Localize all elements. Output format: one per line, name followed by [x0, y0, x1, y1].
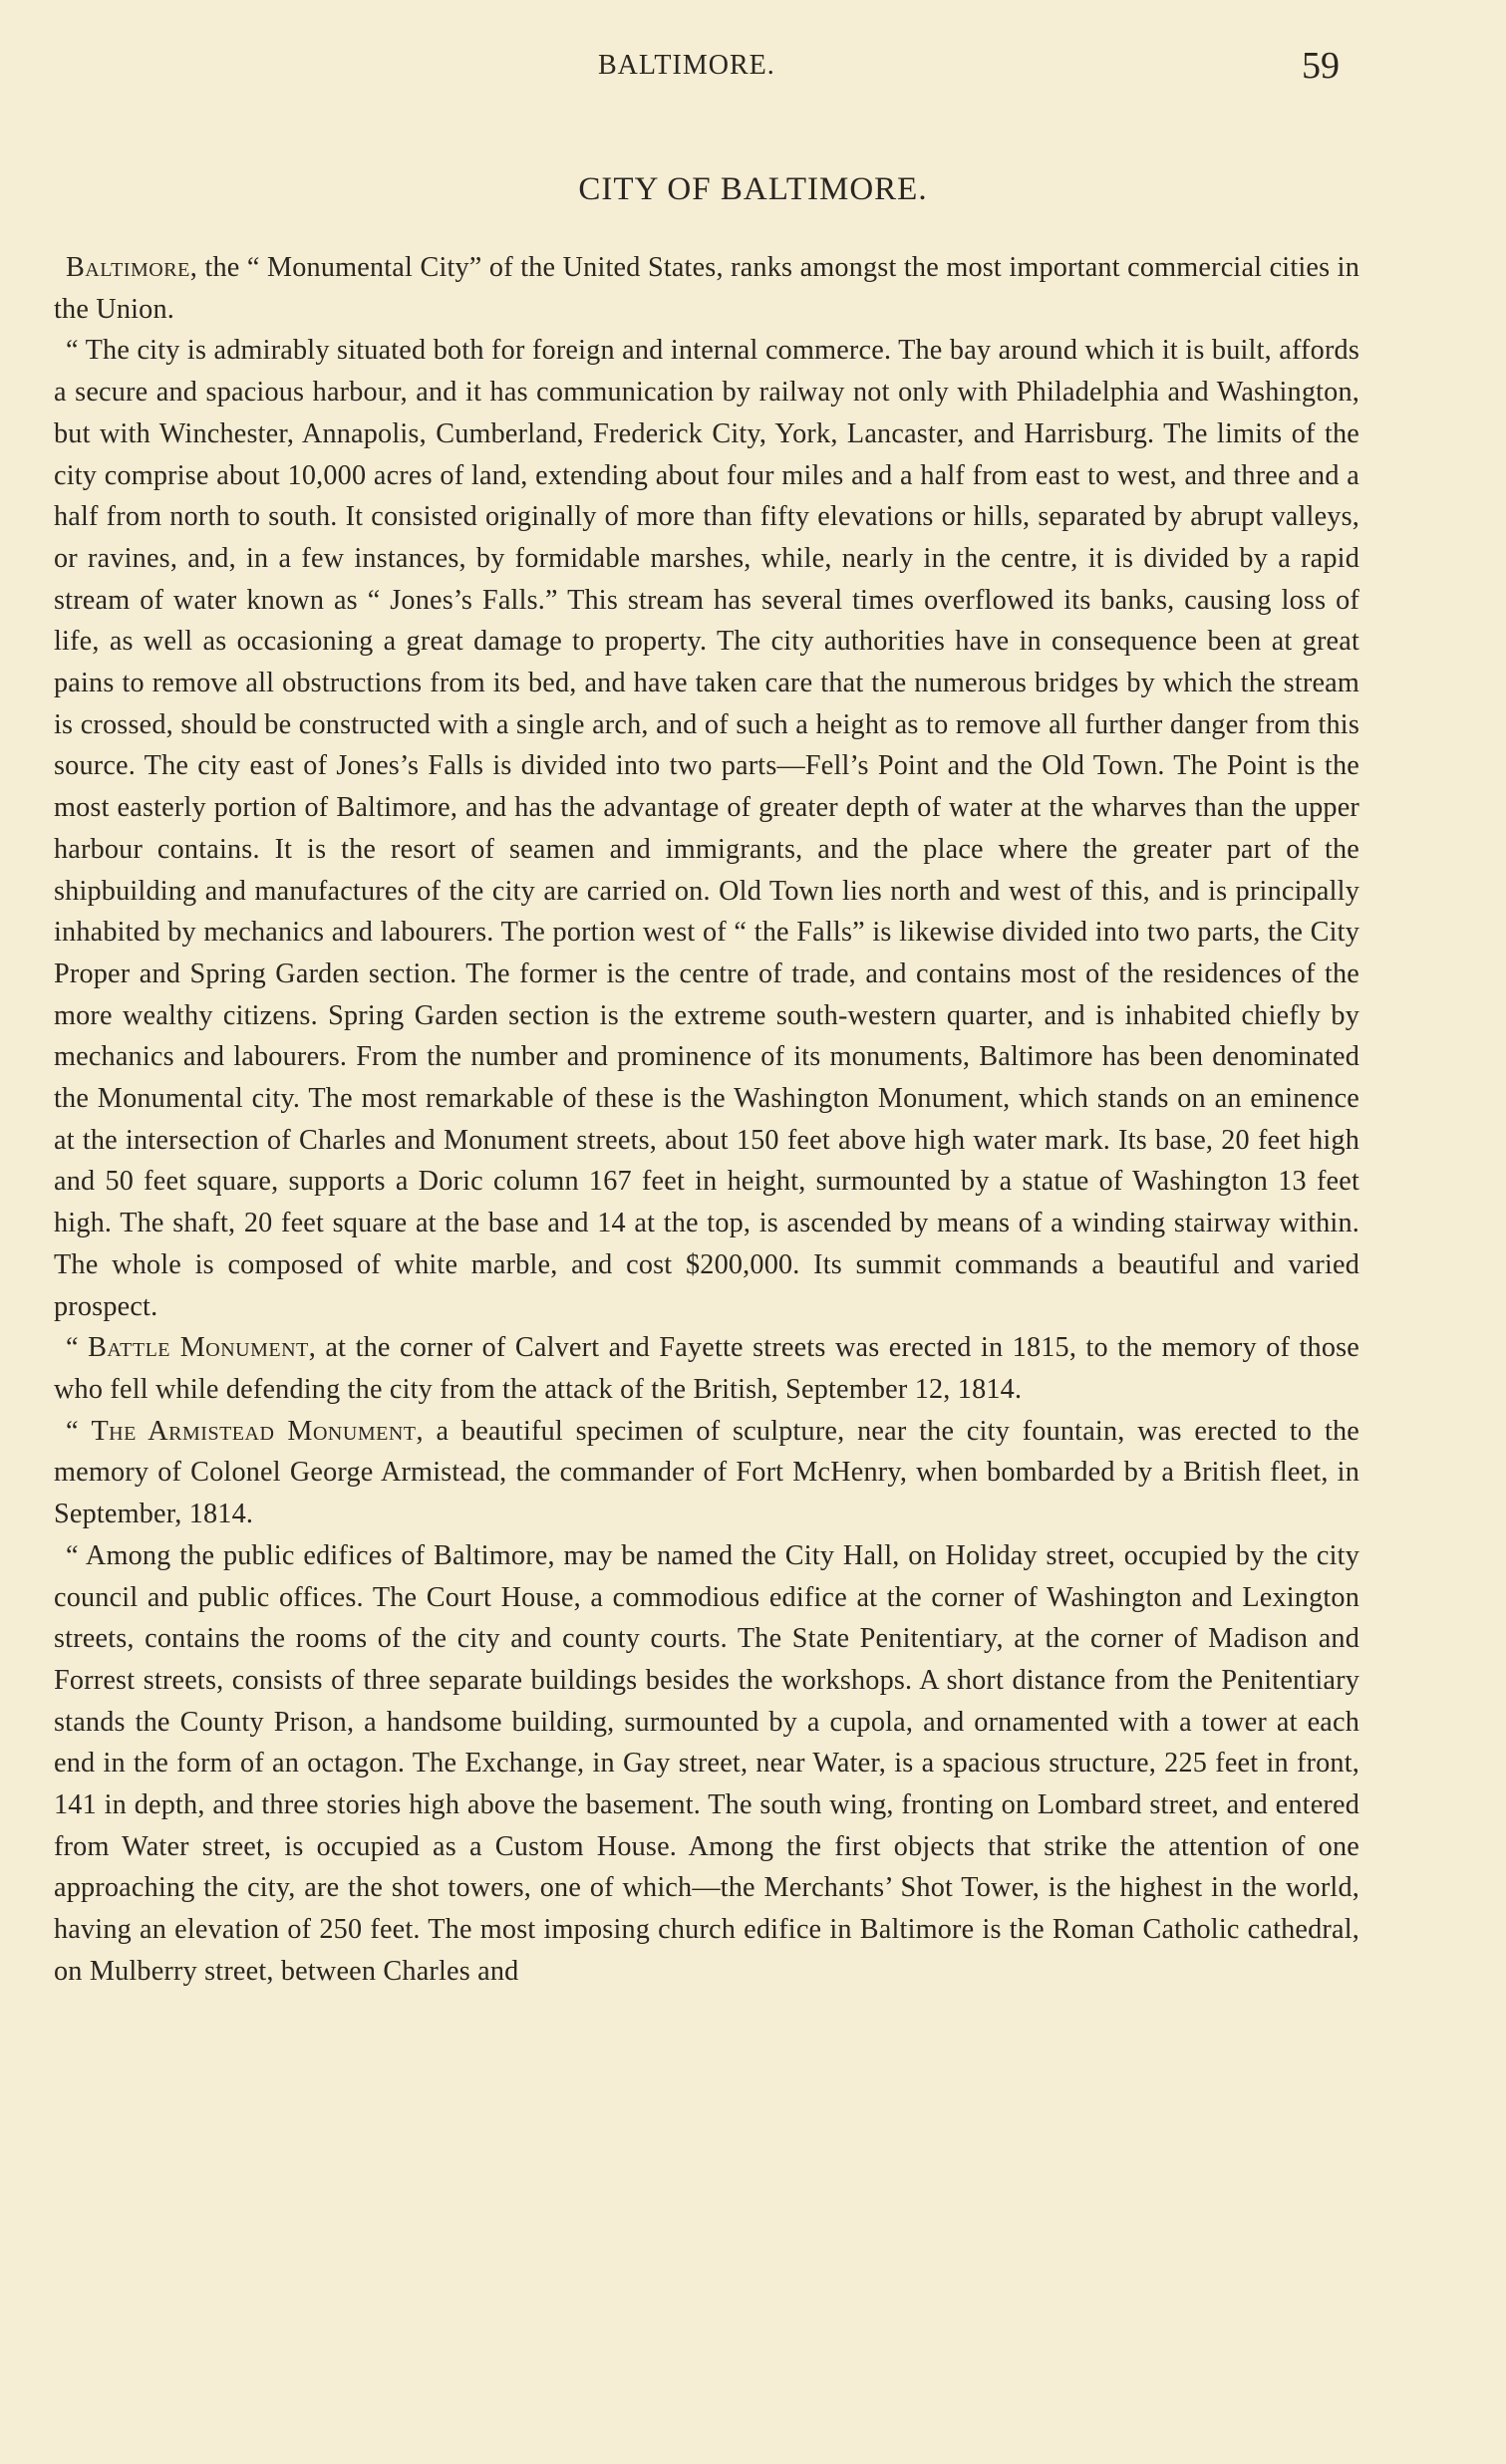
paragraph-public-edifices — [54, 1535, 1359, 1993]
paragraph-armistead-monument — [54, 1411, 1359, 1535]
section-title: CITY OF BALTIMORE. — [578, 171, 928, 207]
paragraph-text: , at the corner of Calvert and Fayette streets was erected in 1815, to the memory of those who fell while defending the city from the attack of the British, September 12, 1814. — [54, 1332, 1359, 1405]
paragraph-situation — [54, 330, 1359, 1327]
paragraph-text: , a beautiful specimen of sculpture, near the city fountain, was erected to the memory of Colonel George Armistead, the commander of Fort McHenry, when bombarded by a British fleet, in September, 1814. — [54, 1415, 1359, 1530]
paragraph-text: , the “ Monumental City” of the United States, ranks amongst the most important commercial cities in the Union. — [54, 252, 1359, 325]
paragraph-text: “ Among the public edifices of Baltimore, may be named the City Hall, on Holiday street, occupied by the city council and public offices. The Court House, a commodious edifice at the corner of Washington and Lexington streets, contains the rooms of the city and county courts. The State Penitentiary, at the corner of Madison and Forrest streets, consists of three separate buildings besides the workshops. A short distance from the Penitentiary stands the County Prison, a handsome building, surmounted by a cupola, and ornamented with a tower at each end in the form of an octagon. The Exchange, in Gay street, near Water, is a spacious structure, 225 feet in front, 141 in depth, and three stories high above the basement. The south wing, fronting on Lombard street, and entered from Water street, is occupied as a Custom House. Among the first objects that strike the attention of one approaching the city, are the shot towers, one of which—the Merchants’ Shot Tower, is the highest in the world, having an elevation of 250 feet. The most imposing church edifice in Baltimore is the Roman Catholic cathedral, on Mulberry street, between Charles and — [54, 1539, 1359, 1987]
article-body — [54, 247, 1359, 1993]
lead-term: Baltimore — [66, 252, 190, 283]
paragraph-text: “ The city is admirably situated both for foreign and internal commerce. The bay around which it is built, affords a secure and spacious harbour, and it has communication by railway not only with Philadelphia and Washington, but with Winchester, Annapolis, Cumberland, Frederick City, York, Lancaster, and Harrisburg. The limits of the city comprise about 10,000 acres of land, extending about four miles and a half from east to west, and three and a half from north to south. It consisted originally of more than fifty elevations or hills, separated by abrupt valleys, or ravines, and, in a few instances, by formidable marshes, while, nearly in the centre, it is divided by a rapid stream of water known as “ Jones’s Falls.” This stream has several times overflowed its banks, causing loss of life, as well as occasioning a great damage to property. The city authorities have in consequence been at great pains to remove all obstructions from its bed, and have taken care that the numerous bridges by which the stream is crossed, should be constructed with a single arch, and of such a height as to remove all further danger from this source. The city east of Jones’s Falls is divided into two parts—Fell’s Point and the Old Town. The Point is the most easterly portion of Baltimore, and has the advantage of greater depth of water at the wharves than the upper harbour contains. It is the resort of seamen and immigrants, and the place where the greater part of the shipbuilding and manufactures of the city are carried on. Old Town lies north and west of this, and is principally inhabited by mechanics and labourers. The portion west of “ the Falls” is likewise divided into two parts, the City Proper and Spring Garden section. The former is the centre of trade, and contains most of the residences of the more wealthy citizens. Spring Garden section is the extreme south-western quarter, and is inhabited chiefly by mechanics and labourers. From the number and prominence of its monuments, Baltimore has been denominated the Monumental city. The most remarkable of these is the Washington Monument, which stands on an eminence at the intersection of Charles and Monument streets, about 150 feet above high water mark. Its base, 20 feet high and 50 feet square, supports a Doric column 167 feet in height, surmounted by a statue of Washington 13 feet high. The shaft, 20 feet square at the base and 14 at the top, is ascended by means of a winding stairway within. The whole is composed of white marble, and cost $200,000. Its summit commands a beautiful and varied prospect. — [54, 335, 1359, 1322]
lead-term: The Armistead Monument — [91, 1415, 417, 1447]
opening-quote: “ — [66, 1415, 92, 1447]
page-number: 59 — [1302, 45, 1340, 87]
paragraph-battle-monument — [54, 1327, 1359, 1410]
opening-quote: “ — [66, 1332, 89, 1364]
paragraph-intro — [54, 247, 1359, 330]
running-header — [0, 44, 1506, 94]
running-title: BALTIMORE. — [598, 50, 775, 81]
lead-term: Battle Monument — [88, 1332, 309, 1364]
